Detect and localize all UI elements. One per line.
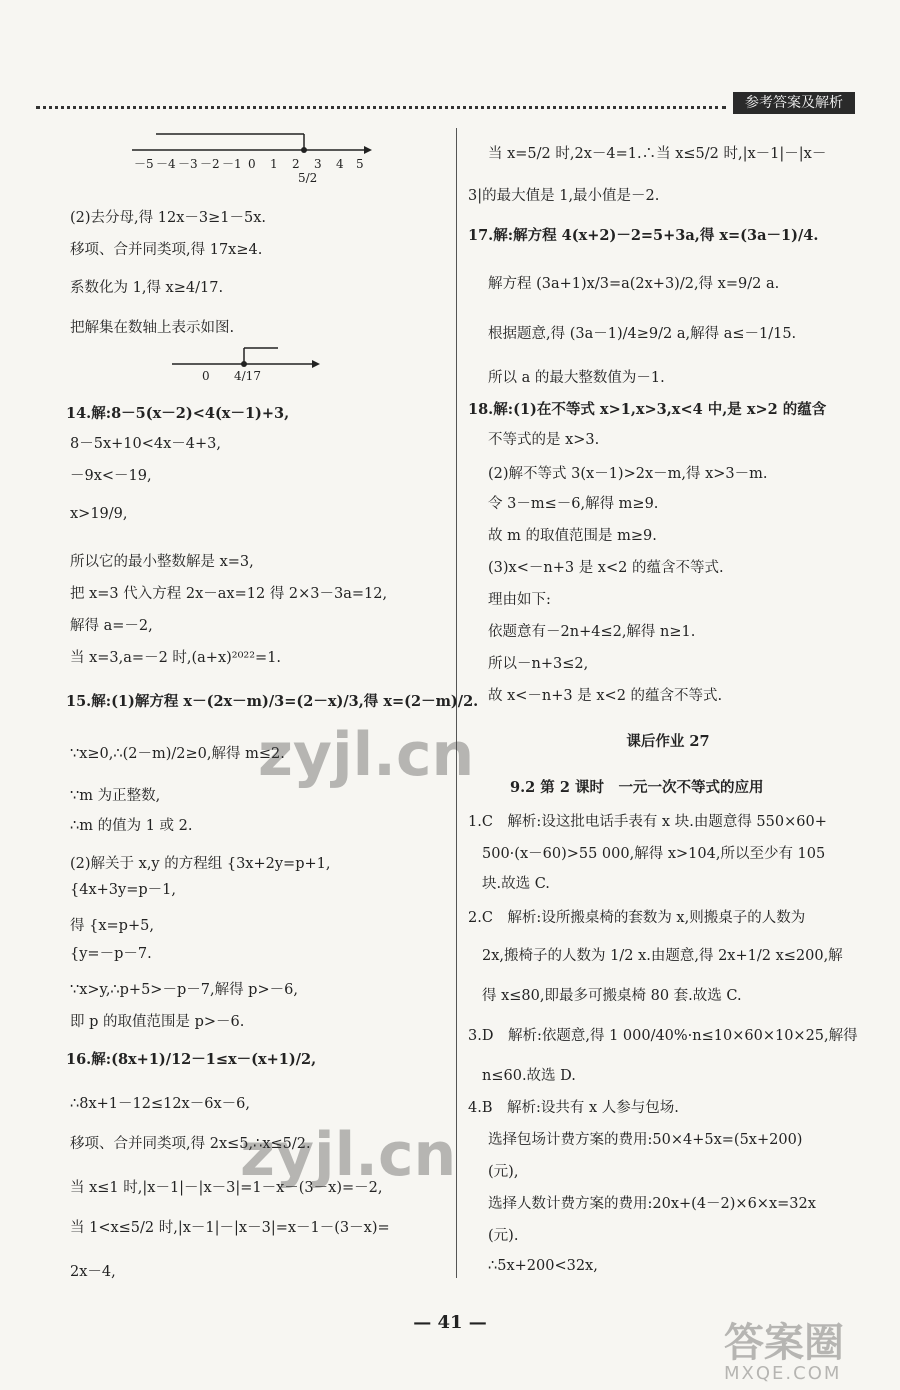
left-line: 移项、合并同类项,得 17x≥4. [70, 242, 263, 258]
nl2-point-label: 4/17 [234, 369, 261, 383]
left-line: ∵m 为正整数, [70, 788, 161, 804]
left-line: 把解集在数轴上表示如图. [70, 320, 235, 336]
left-line: {4x+3y=p－1, [70, 882, 176, 898]
left-line: x>19/9, [70, 506, 128, 522]
right-line: 2x,搬椅子的人数为 1/2 x.由题意,得 2x+1/2 x≤200,解 [482, 948, 843, 964]
right-line: 当 x=5/2 时,2x－4=1.∴当 x≤5/2 时,|x－1|－|x－ [488, 146, 827, 162]
nl1-tick: －5 [134, 157, 154, 171]
right-line: 所以 a 的最大整数值为－1. [488, 370, 665, 386]
right-line: n≤60.故选 D. [482, 1068, 576, 1084]
left-line: ∴8x+1－12≤12x－6x－6, [70, 1096, 250, 1112]
nl1-tick: －2 [200, 157, 220, 171]
left-line: －9x<－19, [70, 468, 152, 484]
right-line: 所以－n+3≤2, [488, 656, 589, 672]
stamp-sub: MXQE.COM [724, 1363, 842, 1384]
left-line: 14.解:8－5(x－2)<4(x－1)+3, [66, 405, 290, 422]
right-line: 选择人数计费方案的费用:20x+(4－2)×6×x=32x [488, 1196, 816, 1212]
right-line: 18.解:(1)在不等式 x>1,x>3,x<4 中,是 x>2 的蕴含 [468, 401, 827, 418]
watermark: zyjl.cn [258, 720, 475, 790]
right-line: 2.C 解析:设所搬桌椅的套数为 x,则搬桌子的人数为 [468, 910, 806, 926]
right-line: 块.故选 C. [482, 876, 550, 892]
left-line: 当 1<x≤5/2 时,|x－1|－|x－3|=x－1－(3－x)= [70, 1220, 390, 1236]
right-line: 令 3－m≤－6,解得 m≥9. [488, 496, 659, 512]
left-line: ∴m 的值为 1 或 2. [70, 818, 193, 834]
right-line: 17.解:解方程 4(x+2)－2=5+3a,得 x=(3a－1)/4. [468, 227, 819, 244]
right-line: (元), [488, 1164, 519, 1180]
nl1-tick: 5 [356, 157, 364, 171]
subsection-heading: 9.2 第 2 课时 一元一次不等式的应用 [510, 779, 764, 796]
left-line: ∵x≥0,∴(2－m)/2≥0,解得 m≤2. [70, 746, 285, 762]
right-line: (2)解不等式 3(x－1)>2x－m,得 x>3－m. [488, 466, 768, 482]
nl2-tick: 0 [202, 369, 210, 383]
nl1-tick: 2 [292, 157, 300, 171]
right-line: ∴5x+200<32x, [488, 1258, 598, 1274]
right-line: (元). [488, 1228, 519, 1244]
right-line: 依题意有－2n+4≤2,解得 n≥1. [488, 624, 696, 640]
left-line: (2)解关于 x,y 的方程组 {3x+2y=p+1, [70, 856, 331, 872]
left-line: 2x－4, [70, 1264, 116, 1280]
left-line: 当 x≤1 时,|x－1|－|x－3|=1－x－(3－x)=－2, [70, 1180, 383, 1196]
left-line: 移项、合并同类项,得 2x≤5,∴x≤5/2. [70, 1136, 311, 1152]
nl1-tick: －1 [222, 157, 242, 171]
nl1-point-label: 5/2 [298, 171, 318, 185]
right-line: (3)x<－n+3 是 x<2 的蕴含不等式. [488, 560, 724, 576]
right-line: 理由如下: [488, 592, 551, 608]
right-line: 500·(x－60)>55 000,解得 x>104,所以至少有 105 [482, 846, 826, 862]
nl1-tick: －3 [178, 157, 198, 171]
header-title: 参考答案及解析 [733, 92, 855, 114]
nl1-tick: 0 [248, 157, 256, 171]
left-line: 所以它的最小整数解是 x=3, [70, 554, 254, 570]
left-line: 8－5x+10<4x－4+3, [70, 436, 221, 452]
watermark: zyjl.cn [240, 1120, 457, 1190]
left-line: 得 {x=p+5, [70, 918, 154, 934]
left-line: 系数化为 1,得 x≥4/17. [70, 280, 224, 296]
left-line: (2)去分母,得 12x－3≥1－5x. [70, 210, 266, 226]
right-line: 解方程 (3a+1)x/3=a(2x+3)/2,得 x=9/2 a. [488, 276, 780, 292]
left-line: 当 x=3,a=－2 时,(a+x)²⁰²²=1. [70, 650, 282, 666]
nl1-tick: 1 [270, 157, 278, 171]
section-heading: 课后作业 27 [626, 733, 710, 750]
left-line: ∵x>y,∴p+5>－p－7,解得 p>－6, [70, 982, 298, 998]
right-line: 故 m 的取值范围是 m≥9. [488, 528, 657, 544]
right-line: 4.B 解析:设共有 x 人参与包场. [468, 1100, 679, 1116]
page-number: — 41 — [413, 1312, 487, 1333]
left-column [66, 0, 479, 1300]
right-line: 选择包场计费方案的费用:50×4+5x=(5x+200) [488, 1132, 803, 1148]
right-line: 3.D 解析:依题意,得 1 000/40%·n≤10×60×10×25,解得 [468, 1028, 858, 1044]
left-line: 解得 a=－2, [70, 618, 153, 634]
right-line: 1.C 解析:设这批电话手表有 x 块.由题意得 550×60+ [468, 814, 827, 830]
right-line: 根据题意,得 (3a－1)/4≥9/2 a,解得 a≤－1/15. [488, 326, 797, 342]
stamp-logo [724, 1322, 884, 1382]
stamp-main: 答案圈 [724, 1320, 844, 1366]
left-line: 15.解:(1)解方程 x－(2x－m)/3=(2－x)/3,得 x=(2－m)/2. [66, 693, 479, 710]
left-line: 把 x=3 代入方程 2x－ax=12 得 2×3－3a=12, [70, 586, 388, 602]
nl1-tick: 4 [336, 157, 344, 171]
left-line: {y=－p－7. [70, 946, 152, 962]
right-line: 得 x≤80,即最多可搬桌椅 80 套.故选 C. [482, 988, 742, 1004]
left-line: 16.解:(8x+1)/12－1≤x－(x+1)/2, [66, 1051, 317, 1068]
right-line: 故 x<－n+3 是 x<2 的蕴含不等式. [488, 688, 723, 704]
nl1-tick: 3 [314, 157, 322, 171]
right-line: 不等式的是 x>3. [488, 432, 600, 448]
left-line: 即 p 的取值范围是 p>－6. [70, 1014, 245, 1030]
nl1-tick: －4 [156, 157, 176, 171]
right-line: 3|的最大值是 1,最小值是－2. [468, 188, 660, 204]
right-column [468, 0, 868, 1300]
